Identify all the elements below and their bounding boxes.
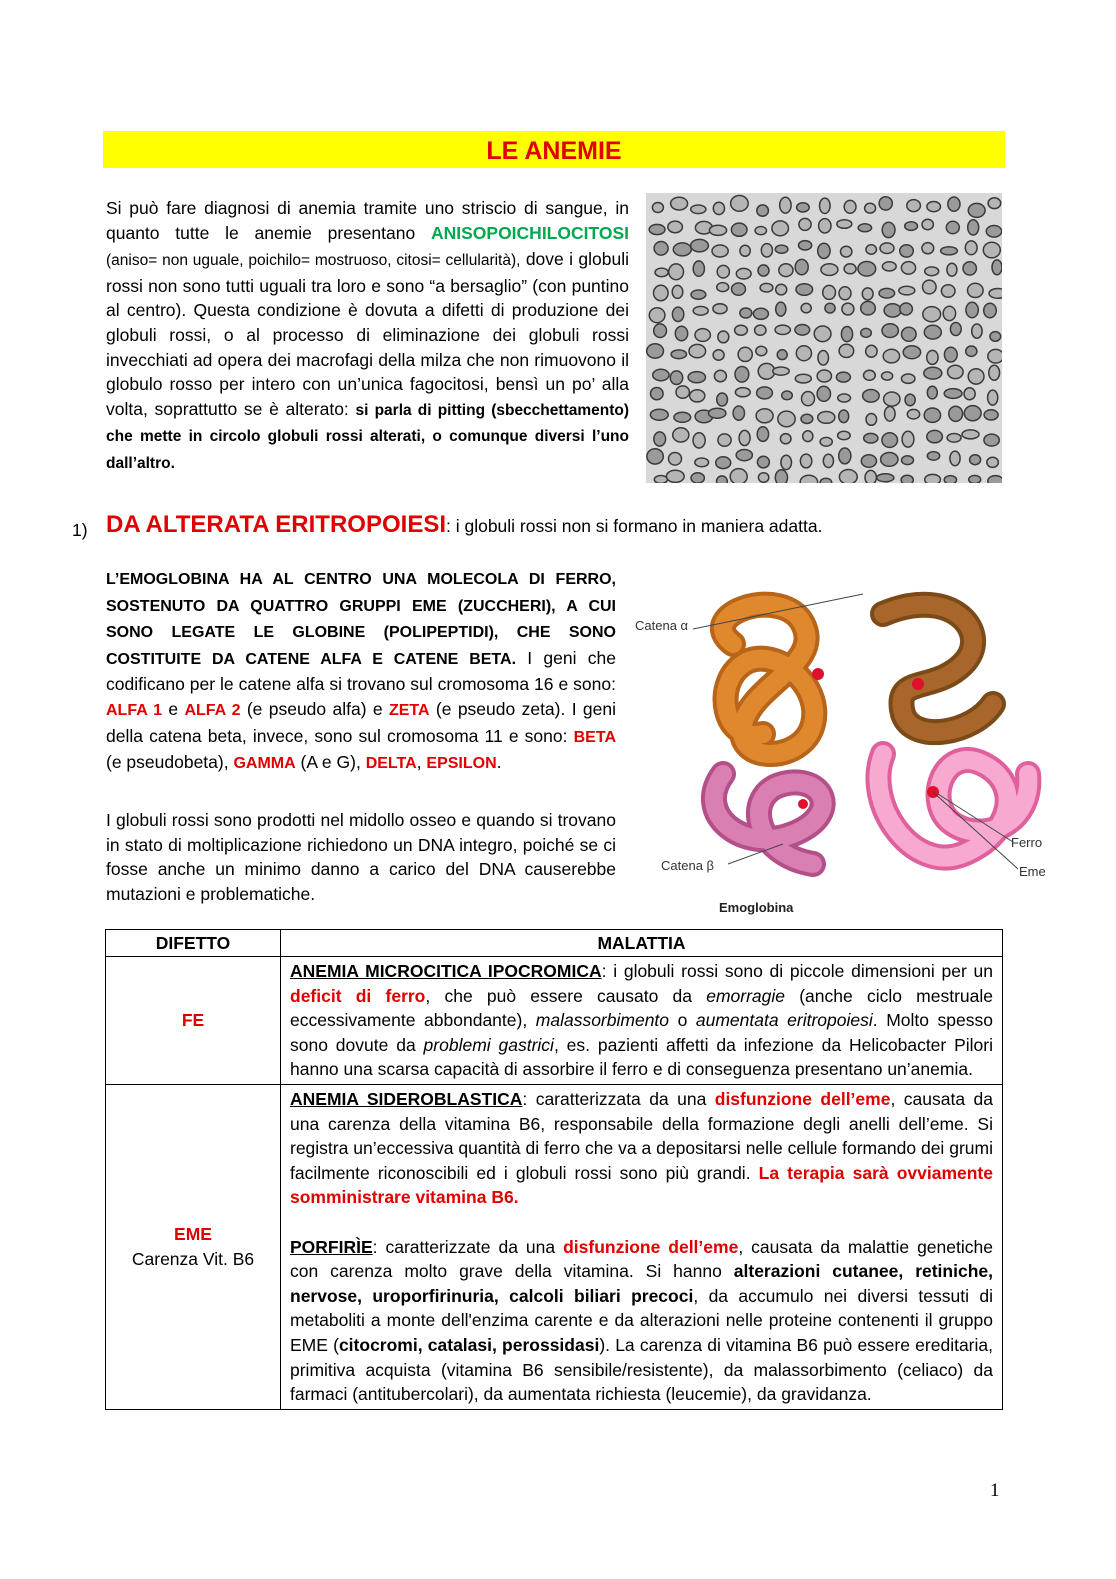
blood-cell	[988, 198, 1001, 209]
blood-cell	[968, 369, 984, 384]
blood-cell	[796, 346, 811, 361]
blood-cell	[712, 245, 728, 257]
blood-cell	[861, 455, 876, 468]
label-ferro: Ferro	[1011, 835, 1043, 850]
blood-cell	[691, 239, 709, 251]
blood-cell	[922, 243, 934, 254]
blood-cell	[689, 344, 706, 357]
blood-cell	[836, 372, 850, 382]
blood-cell	[880, 243, 894, 254]
blood-cell	[671, 197, 688, 210]
blood-cell	[970, 455, 981, 465]
defect-cell: EME Carenza Vit. B6	[106, 1084, 281, 1409]
blood-cell	[795, 325, 810, 336]
anisopoichilocitosi-term: ANISOPOICHILOCITOSI	[430, 222, 629, 243]
blood-cell	[731, 223, 747, 236]
blood-cell	[882, 324, 898, 338]
blood-cell	[675, 326, 687, 340]
blood-cell	[989, 289, 1002, 299]
blood-cell	[666, 470, 684, 482]
blood-cell	[905, 222, 918, 231]
blood-cell	[795, 374, 811, 383]
blood-cell	[757, 427, 768, 442]
blood-cell	[713, 202, 724, 214]
blood-cell	[732, 283, 746, 295]
blood-smear-image	[646, 193, 1002, 483]
blood-cell	[839, 410, 849, 423]
blood-cell	[882, 262, 896, 271]
blood-cell	[649, 224, 665, 234]
blood-cell	[927, 452, 939, 461]
table-row	[106, 1084, 1003, 1409]
blood-cell	[801, 303, 811, 312]
blood-cell	[924, 367, 942, 379]
blood-cell	[962, 430, 979, 439]
blood-cell	[839, 344, 854, 357]
blood-cell	[901, 374, 915, 383]
blood-cell	[821, 264, 838, 276]
blood-cell	[669, 264, 684, 280]
blood-cell	[733, 406, 744, 420]
blood-cell	[837, 220, 852, 229]
blood-cell	[673, 243, 691, 256]
blood-cell	[669, 453, 682, 466]
blood-cell	[776, 302, 786, 316]
blood-cell	[820, 198, 831, 213]
blood-cell	[670, 371, 682, 385]
blood-cell	[838, 394, 851, 402]
label-catena-beta: Catena β	[661, 858, 715, 873]
blood-cell	[863, 390, 880, 403]
blood-cell	[717, 476, 728, 483]
blood-cell	[866, 245, 877, 254]
blood-cell	[882, 433, 898, 448]
blood-cell	[864, 433, 878, 443]
blood-cell	[900, 245, 914, 257]
blood-cell	[717, 393, 728, 406]
blood-cell	[650, 409, 668, 420]
blood-cell	[773, 367, 789, 375]
blood-cell	[716, 457, 731, 469]
blood-cell	[688, 372, 705, 383]
blood-cell	[758, 473, 768, 483]
header-difetto: DIFETTO	[106, 930, 281, 957]
blood-cell	[655, 268, 668, 277]
blood-cell	[691, 205, 706, 214]
blood-cell	[713, 350, 724, 360]
blood-cell	[844, 200, 856, 213]
blood-cell	[668, 221, 683, 233]
blood-cell	[922, 219, 933, 229]
blood-cell	[983, 242, 1000, 258]
blood-cell	[900, 303, 913, 315]
blood-cell	[882, 372, 893, 380]
blood-cell	[654, 432, 666, 446]
blood-cell	[865, 470, 876, 483]
blood-cell	[713, 304, 727, 314]
blood-cell	[907, 409, 919, 419]
blood-cell	[775, 325, 790, 334]
blood-cell	[966, 302, 978, 317]
blood-cell	[968, 283, 984, 297]
blood-cell	[927, 430, 943, 442]
blood-cell	[950, 451, 960, 466]
blood-cell	[740, 245, 750, 256]
blood-cell	[941, 285, 955, 297]
blood-cell	[825, 303, 835, 313]
blood-cell	[972, 324, 982, 338]
blood-cell	[781, 455, 792, 469]
blood-cell	[841, 246, 852, 257]
blood-cell	[654, 242, 668, 256]
label-catena-alfa: Catena α	[635, 618, 689, 633]
defect-disease-table	[105, 929, 1003, 1410]
blood-cell	[907, 200, 921, 212]
blood-cell	[883, 349, 899, 363]
blood-cell	[839, 470, 857, 484]
blood-cell	[800, 454, 811, 468]
blood-cell	[718, 331, 729, 343]
blood-cell	[800, 475, 817, 483]
blood-cell	[941, 247, 958, 255]
blood-cell	[731, 196, 749, 212]
blood-cell	[736, 268, 751, 279]
blood-cell	[947, 263, 957, 276]
blood-cell	[963, 262, 976, 275]
page-number: 1	[990, 1480, 1000, 1501]
blood-cell	[652, 203, 663, 213]
blood-cell	[691, 473, 704, 483]
blood-cell	[944, 476, 956, 483]
blood-cell	[923, 307, 941, 322]
blood-cell	[796, 284, 813, 296]
blood-cell	[949, 406, 963, 421]
blood-cell	[740, 308, 752, 318]
blood-cell	[905, 394, 915, 406]
blood-cell	[775, 245, 788, 253]
blood-cell	[714, 370, 726, 382]
blood-cell	[865, 203, 876, 213]
table-row	[106, 957, 1003, 1085]
blood-cell	[818, 412, 835, 424]
blood-cell	[927, 386, 937, 399]
blood-cell	[925, 474, 941, 483]
blood-cell	[735, 388, 750, 397]
blood-cell	[730, 469, 747, 483]
blood-cell	[946, 221, 959, 233]
page-title: LE ANEMIE	[103, 131, 1005, 168]
blood-cell	[925, 267, 939, 276]
header-malattia: MALATTIA	[281, 930, 1003, 957]
blood-cell	[755, 227, 766, 235]
blood-cell	[950, 323, 961, 336]
blood-cell	[757, 456, 769, 468]
blood-cell	[948, 197, 960, 211]
blood-cell	[902, 431, 914, 447]
blood-cell	[717, 265, 729, 278]
blood-cell	[927, 350, 938, 364]
blood-cell	[964, 388, 975, 400]
blood-cell	[801, 414, 813, 423]
blood-cell	[777, 350, 787, 360]
blood-cell	[782, 391, 793, 400]
blood-cell	[780, 434, 791, 444]
blood-cell	[803, 431, 813, 442]
blood-cell	[861, 301, 876, 315]
blood-cell	[674, 412, 691, 422]
blood-cell	[756, 346, 767, 355]
blood-cell	[735, 367, 749, 383]
blood-cell	[990, 332, 1001, 342]
blood-cell	[709, 408, 726, 418]
blood-cell	[884, 304, 901, 317]
blood-cell	[693, 433, 705, 448]
blood-cell	[885, 407, 896, 422]
blood-cell	[901, 262, 915, 275]
blood-cell	[651, 388, 664, 400]
blood-cell	[757, 205, 769, 216]
blood-cell	[984, 410, 998, 420]
blood-cell	[841, 327, 852, 342]
blood-cell	[818, 351, 829, 366]
blood-cell	[992, 260, 1002, 275]
blood-cell	[902, 456, 914, 465]
blood-cell	[988, 390, 998, 405]
blood-cell	[968, 203, 985, 217]
blood-cell	[866, 414, 877, 426]
blood-cell	[823, 454, 833, 467]
blood-cell	[842, 303, 854, 315]
blood-cell	[738, 347, 752, 361]
blood-cell	[838, 431, 851, 439]
blood-cell	[969, 475, 981, 483]
blood-cell	[879, 197, 892, 210]
label-eme: Eme	[1019, 864, 1046, 879]
blood-cell	[924, 408, 940, 422]
blood-cell	[944, 389, 962, 399]
blood-cell	[814, 326, 831, 342]
figure-caption: Emoglobina	[719, 900, 794, 915]
blood-cell	[672, 307, 683, 321]
blood-cell	[695, 329, 710, 342]
blood-cell	[755, 325, 766, 335]
blood-cell	[943, 306, 955, 320]
disease-cell: ANEMIA SIDEROBLASTICA: caratterizzata da una disfunzione dell’eme, causata da una carenza della vitamina B6, responsabile della formazione degli anelli dell’eme. Si registra un’eccessiva quantità di ferro che va a depositarsi nelle cellule formando dei grumi facilmente riconoscibili ed i globuli rossi sono più grandi. La terapia sarà ovviamente somministrare vitamina B6. PORFIRÌE: caratterizzate da una disfunzione dell’eme, causata da malattie genetiche con carenza molto grave della vitamina. Si hanno alterazioni cutanee, retiniche, nervose, uroporfirinuria, calcoli biliari precoci, da accumulo nei diversi tessuti di metaboliti a monte dell'enzima carente e da alterazioni nelle proteine contenenti il gruppo EME (citocromi, catalasi, perossidasi). La carenza di vitamina B6 può essere ereditaria, primitiva acquista (vitamina B6 sensibile/resistente), da malassorbimento (celiaco) da farmaci (antitubercolari), da aumentata richiesta (leucemie), da gravidanza.	[281, 1084, 1003, 1409]
blood-cell	[772, 221, 789, 236]
blood-cell	[903, 346, 920, 359]
blood-cell	[778, 411, 795, 427]
blood-cell	[984, 434, 999, 446]
blood-cell	[676, 386, 689, 398]
blood-cell	[775, 470, 787, 483]
blood-cell	[718, 434, 731, 446]
blood-cell	[817, 386, 830, 401]
blood-cell	[756, 409, 773, 423]
blood-cell	[709, 225, 726, 235]
blood-cell	[877, 474, 894, 482]
blood-cell	[984, 303, 997, 318]
blood-cell	[818, 243, 830, 258]
blood-cell	[947, 434, 961, 443]
blood-cell	[965, 241, 977, 255]
blood-cell	[799, 241, 812, 250]
blood-cell	[899, 286, 915, 295]
blood-cell	[654, 324, 667, 338]
blood-cell	[858, 224, 871, 232]
blood-cell	[671, 350, 686, 359]
blood-cell	[654, 476, 667, 484]
blood-cell	[861, 328, 872, 337]
defect-cell: FE	[106, 957, 281, 1085]
blood-cell	[820, 478, 832, 483]
blood-cell	[735, 325, 748, 335]
blood-cell	[780, 197, 791, 213]
intro-paragraph: Si può fare diagnosi di anemia tramite uno striscio di sangue, in quanto tutte le anemie presentano ANISOPOICHILOCITOSI (aniso= non uguale, poichilo= mostruoso, citosi= cellularità), dove i globuli rossi non sono tutti uguali tra loro e sono “a bersaglio” (con puntino al centro). Questa condizione è dovuta a difetti di produzione dei globuli rossi, o al processo di eliminazione dei globuli rossi invecchiati ad opera dei macrofagi della milza che non rimuovono il globulo rosso per intero con un’unica fagocitosi, bensì un po’ alla volta, soprattutto se è alterato: si parla di pitting (sbecchettamento) che mette in circolo globuli rossi alterati, o comunque diversi l’uno dall’altro.	[106, 198, 629, 472]
blood-cell	[779, 264, 793, 277]
blood-cell	[866, 345, 877, 357]
blood-cell	[757, 387, 773, 399]
blood-cell	[691, 290, 706, 299]
blood-cell	[736, 450, 752, 461]
blood-cell	[647, 449, 663, 464]
blood-cell	[927, 202, 941, 212]
hemoglobin-figure	[633, 574, 1053, 919]
blood-cell	[839, 448, 851, 464]
blood-cell	[820, 437, 832, 446]
blood-cell	[964, 406, 981, 421]
blood-cell	[989, 365, 1000, 380]
blood-cell	[758, 265, 769, 276]
blood-cell	[761, 244, 772, 257]
blood-cell	[858, 262, 876, 277]
blood-cell	[795, 259, 808, 274]
blood-cell	[986, 226, 1001, 238]
blood-cell	[695, 458, 709, 467]
blood-cell	[693, 306, 708, 315]
blood-cell	[839, 287, 851, 300]
blood-cell	[802, 392, 815, 406]
blood-cell	[797, 203, 810, 212]
blood-cell	[879, 288, 895, 298]
blood-cell	[672, 285, 683, 298]
blood-cell	[647, 344, 664, 358]
blood-cell	[760, 283, 773, 292]
blood-cell	[799, 218, 811, 230]
blood-cell	[654, 285, 669, 300]
blood-cell	[844, 264, 856, 274]
blood-cell	[739, 430, 750, 445]
blood-cell	[653, 369, 669, 380]
blood-cell	[988, 476, 1002, 483]
blood-cell	[753, 308, 768, 319]
blood-cell	[884, 392, 900, 406]
blood-cell	[776, 284, 787, 295]
blood-cell	[881, 453, 898, 467]
blood-cell	[901, 475, 913, 483]
blood-cell	[944, 347, 957, 362]
blood-cell	[882, 222, 895, 237]
blood-cell	[823, 285, 836, 299]
blood-cell	[673, 428, 689, 442]
blood-cell	[693, 261, 704, 276]
blood-cell	[968, 220, 979, 235]
blood-cell	[924, 325, 941, 339]
blood-cell	[864, 370, 876, 380]
blood-cell	[819, 219, 831, 233]
blood-cell	[717, 283, 729, 292]
blood-cell	[987, 457, 999, 467]
blood-cell	[923, 280, 937, 294]
hemoglobin-paragraph: L’EMOGLOBINA HA AL CENTRO UNA MOLECOLA DI FERRO, SOSTENUTO DA QUATTRO GRUPPI EME (ZUCCHERI), A CUI SONO LEGATE LE GLOBINE (POLIPEPTIDI), CHE SONO COSTITUITE DA CATENE ALFA E CATENE BETA. I geni che codificano per le catene alfa si trovano sul cromosoma 16 e sono: ALFA 1 e ALFA 2 (e pseudo alfa) e ZETA (e pseudo zeta). I geni della catena beta, invece, sono sul cromosoma 11 e sono: BETA (e pseudobeta), GAMMA (A e G), DELTA, EPSILON.	[106, 571, 616, 773]
disease-cell: ANEMIA MICROCITICA IPOCROMICA: i globuli rossi sono di piccole dimensioni per un deficit di ferro, che può essere causato da emorragie (anche ciclo mestruale eccessivamente abbondante), malassorbimento o aumentata eritropoiesi. Molto spesso sono dovute da problemi gastrici, es. pazienti affetti da infezione da Helicobacter Pilori hanno una scarsa capacità di assorbire il ferro e di conseguenza presentano un’anemia.	[281, 957, 1003, 1085]
blood-cell	[988, 349, 1002, 363]
blood-cell	[862, 288, 873, 300]
blood-cell	[902, 327, 917, 341]
blood-cell	[948, 365, 964, 378]
blood-cell	[690, 390, 705, 402]
bone-marrow-paragraph: I globuli rossi sono prodotti nel midollo osseo e quando si trovano in stato di moltiplicazione richiedono un DNA integro, poiché se ci fosse anche un minimo danno a carico del DNA causerebbe mutazioni e problematiche.	[106, 810, 616, 904]
blood-cell	[649, 308, 665, 323]
blood-cell	[966, 346, 977, 356]
blood-cell	[817, 370, 831, 382]
